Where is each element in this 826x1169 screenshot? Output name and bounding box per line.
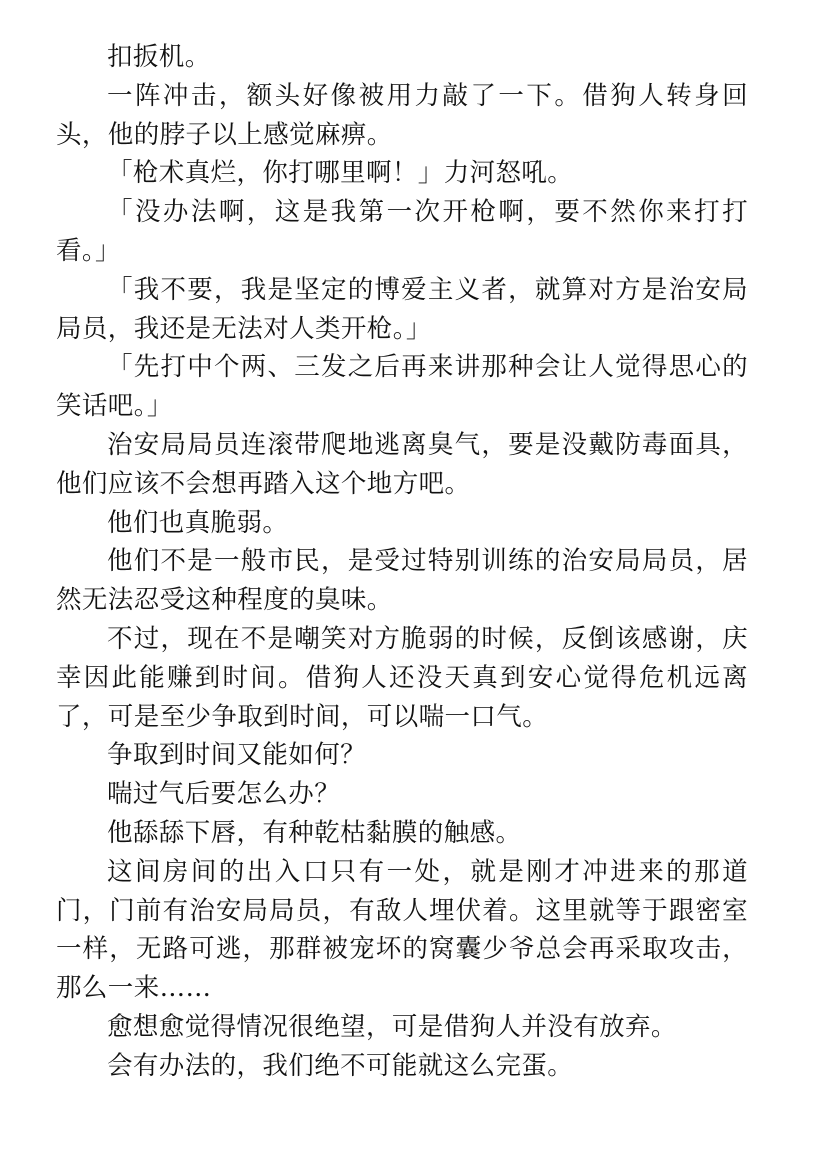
paragraph-13: 他舔舔下唇，有种乾枯黏膜的触感。 [107, 817, 522, 848]
paragraph-16: 会有办法的，我们绝不可能就这么完蛋。 [107, 1050, 574, 1081]
paragraph-9: 他们不是一般市民，是受过特别训练的治安局局员，居然无法忍受这种程度的臭味。 [56, 546, 748, 616]
paragraph-1: 扣扳机。 [107, 42, 211, 72]
paragraph-11: 争取到时间又能如何？ [107, 740, 367, 771]
paragraph-8: 他们也真脆弱。 [107, 507, 289, 538]
paragraph-12: 喘过气后要怎么办？ [107, 779, 341, 810]
paragraph-10: 不过，现在不是嘲笑对方脆弱的时候，反倒该感谢，庆幸因此能赚到时间。借狗人还没天真到安心觉得危机远离了，可是至少争取到时间，可以喘一口气。 [56, 623, 748, 732]
paragraph-2: 一阵冲击，额头好像被用力敲了一下。借狗人转身回头，他的脖子以上感觉麻痹。 [56, 80, 748, 150]
paragraph-3: 「枪术真烂，你打哪里啊！」力河怒吼。 [107, 158, 574, 189]
paragraph-6: 「先打中个两、三发之后再来讲那种会让人觉得思心的笑话吧。」 [56, 352, 748, 422]
paragraph-5: 「我不要，我是坚定的博爱主义者，就算对方是治安局局员，我还是无法对人类开枪。」 [56, 274, 748, 344]
paragraph-15: 愈想愈觉得情况很绝望，可是借狗人并没有放弃。 [107, 1011, 677, 1042]
paragraph-7: 治安局局员连滚带爬地逃离臭气，要是没戴防毒面具，他们应该不会想再踏入这个地方吧。 [56, 429, 748, 499]
paragraph-14: 这间房间的出入口只有一处，就是刚才冲进来的那道门，门前有治安局局员，有敌人埋伏着。这里就等于跟密室一样，无路可逃，那群被宠坏的窝囊少爷总会再采取攻击，那么一来…… [56, 856, 748, 1004]
page-body [56, 38, 748, 1086]
paragraph-4: 「没办法啊，这是我第一次开枪啊，要不然你来打打看。」 [56, 197, 748, 266]
